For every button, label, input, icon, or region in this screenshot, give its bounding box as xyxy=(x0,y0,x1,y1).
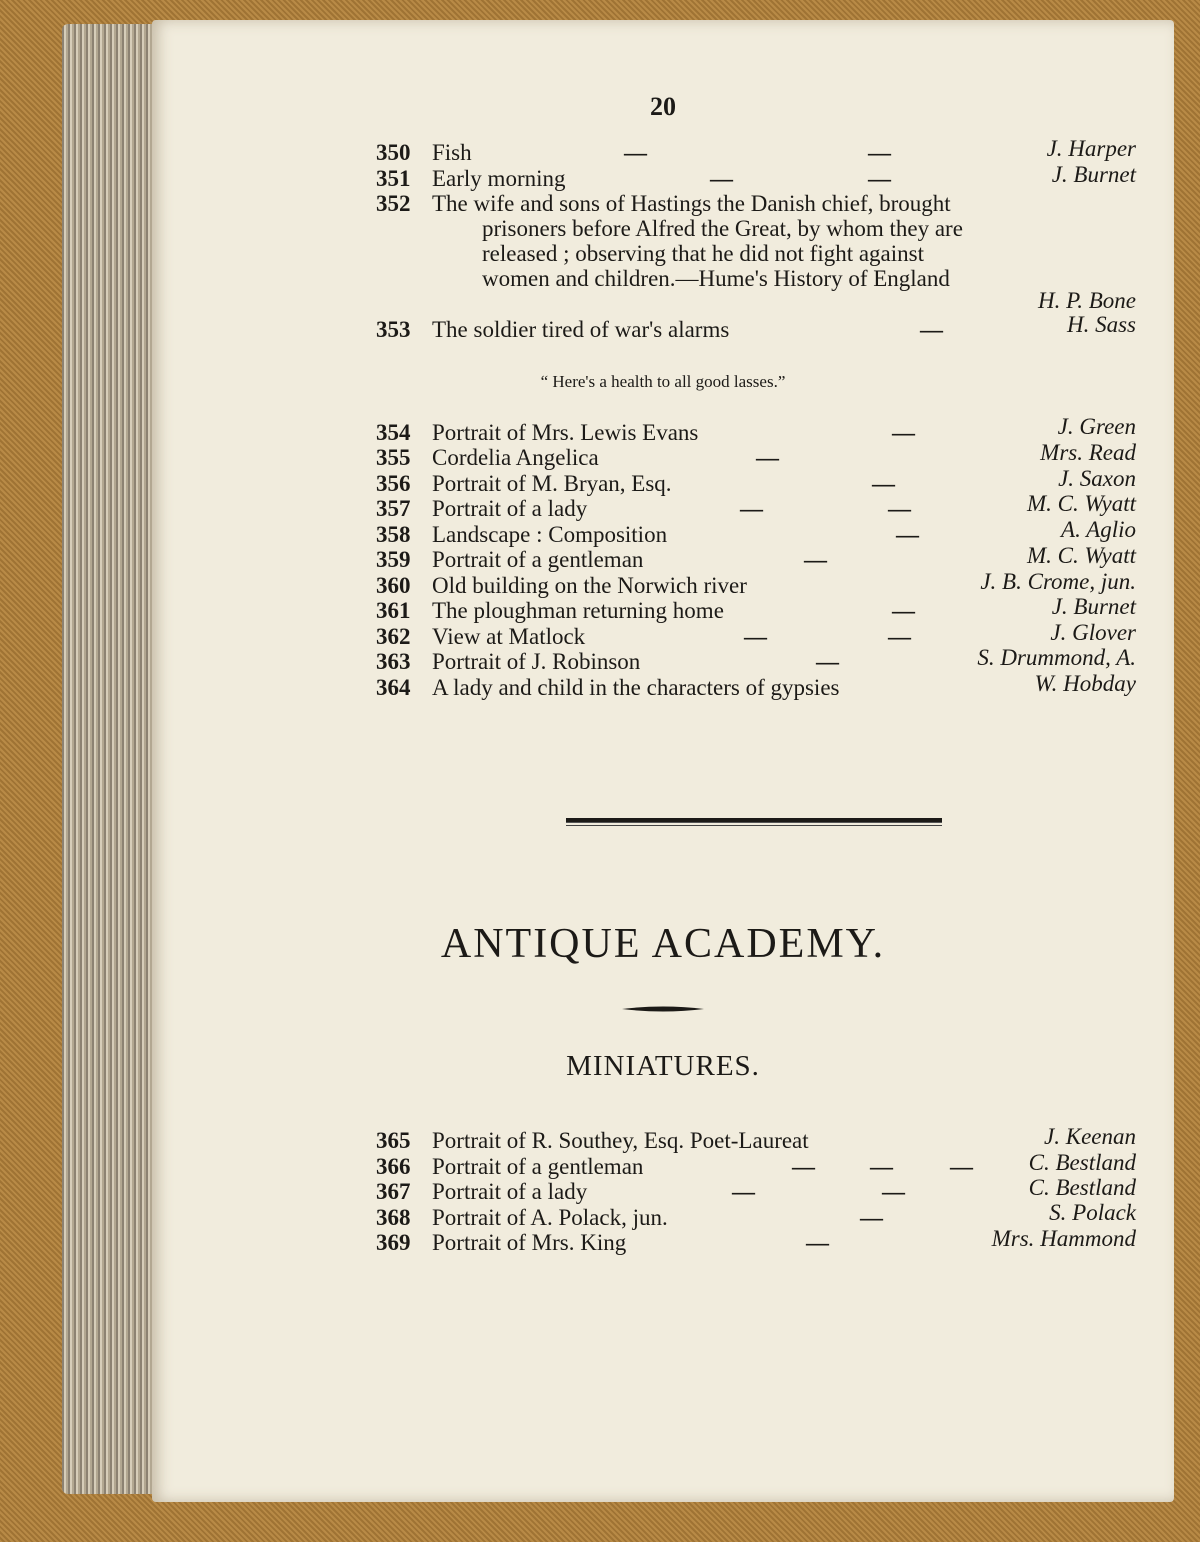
entry-dash: — xyxy=(792,1154,815,1179)
artist-368: S. Polack xyxy=(1049,1200,1136,1225)
artist-359: M. C. Wyatt xyxy=(1026,543,1136,568)
artist-357: M. C. Wyatt xyxy=(1026,491,1136,516)
entry-364 xyxy=(376,675,936,705)
entry-title: Portrait of a lady xyxy=(432,1179,588,1204)
artist-367: C. Bestland xyxy=(1028,1175,1136,1200)
entry-352-line-4: women and children.—Hume's History of England xyxy=(482,266,950,291)
entry-dash: — xyxy=(732,1179,755,1204)
catalogue-page xyxy=(152,20,1174,1502)
entry-number: 365 xyxy=(376,1128,411,1153)
artist-354: J. Green xyxy=(1057,414,1136,439)
entry-dash: — xyxy=(870,1154,893,1179)
entry-number: 361 xyxy=(376,598,411,623)
entry-dash: — xyxy=(882,1179,905,1204)
entry-number: 351 xyxy=(376,166,411,191)
entry-dash: — xyxy=(868,166,891,191)
epigraph-quote: “ Here's a health to all good lasses.” xyxy=(540,372,786,391)
entry-title: Portrait of J. Robinson xyxy=(432,649,641,674)
artist-360: J. B. Crome, jun. xyxy=(980,569,1136,594)
artist-365: J. Keenan xyxy=(1044,1124,1136,1149)
section-divider xyxy=(566,818,942,823)
entry-number: 367 xyxy=(376,1179,411,1204)
entry-number: 354 xyxy=(376,420,411,445)
artist-350: J. Harper xyxy=(1046,136,1136,161)
entry-number: 366 xyxy=(376,1154,411,1179)
entry-title: Portrait of R. Southey, Esq. Poet-Laureat xyxy=(432,1128,809,1153)
entry-number: 355 xyxy=(376,445,411,470)
artist-366: C. Bestland xyxy=(1028,1150,1136,1175)
entry-number: 356 xyxy=(376,471,411,496)
entry-dash: — xyxy=(868,140,891,165)
page-number: 20 xyxy=(650,92,676,121)
entry-title: Portrait of a gentleman xyxy=(432,547,644,572)
entry-number: 368 xyxy=(376,1205,411,1230)
entry-title: Portrait of A. Polack, jun. xyxy=(432,1205,668,1230)
artist-352: H. P. Bone xyxy=(1038,288,1136,313)
entry-dash: — xyxy=(892,420,915,445)
entry-title: Cordelia Angelica xyxy=(432,445,599,470)
artist-361: J. Burnet xyxy=(1051,594,1136,619)
section-heading: ANTIQUE ACADEMY. xyxy=(440,921,886,967)
entry-title: View at Matlock xyxy=(432,624,586,649)
entry-number: 364 xyxy=(376,675,411,700)
section-subheading: MINIATURES. xyxy=(566,1050,760,1082)
artist-363: S. Drummond, A. xyxy=(977,645,1136,670)
entry-number: 359 xyxy=(376,547,411,572)
entry-title: A lady and child in the characters of gypsies xyxy=(432,675,840,700)
artist-353: H. Sass xyxy=(1066,312,1136,337)
entry-number: 353 xyxy=(376,317,411,342)
entry-dash: — xyxy=(756,445,779,470)
artist-355: Mrs. Read xyxy=(1040,440,1136,465)
artist-356: J. Saxon xyxy=(1058,466,1136,491)
entry-dash: — xyxy=(892,598,915,623)
page-edges xyxy=(62,24,162,1494)
entry-number: 363 xyxy=(376,649,411,674)
entry-title: The soldier tired of war's alarms xyxy=(432,317,730,342)
ornament-divider xyxy=(622,1004,704,1014)
entry-352-line-2: prisoners before Alfred the Great, by whom they are xyxy=(482,216,963,241)
entry-number: 358 xyxy=(376,522,411,547)
entry-dash: — xyxy=(804,547,827,572)
entry-dash: — xyxy=(896,522,919,547)
entry-title: Portrait of Mrs. King xyxy=(432,1230,627,1255)
entry-title: The ploughman returning home xyxy=(432,598,724,623)
artist-358: A. Aglio xyxy=(1061,517,1136,542)
entry-title: Portrait of a lady xyxy=(432,496,588,521)
entry-number: 362 xyxy=(376,624,411,649)
artist-364: W. Hobday xyxy=(1034,671,1136,696)
entry-dash: — xyxy=(816,649,839,674)
entry-dash: — xyxy=(806,1230,829,1255)
entry-dash: — xyxy=(950,1154,973,1179)
artist-362: J. Glover xyxy=(1050,620,1136,645)
entry-title: Portrait of a gentleman xyxy=(432,1154,644,1179)
entry-number: 369 xyxy=(376,1230,411,1255)
entry-dash: — xyxy=(860,1205,883,1230)
entry-353 xyxy=(376,317,1136,347)
entry-number: 357 xyxy=(376,496,411,521)
entry-352-line-3: released ; observing that he did not fight against xyxy=(482,241,924,266)
entry-dash: — xyxy=(744,624,767,649)
artist-369: Mrs. Hammond xyxy=(991,1226,1136,1251)
entry-dash: — xyxy=(710,166,733,191)
entry-dash: — xyxy=(740,496,763,521)
entry-number: 352 xyxy=(376,191,411,216)
entry-number: 360 xyxy=(376,573,411,598)
entry-dash: — xyxy=(920,317,943,342)
artist-351: J. Burnet xyxy=(1051,162,1136,187)
entry-number: 350 xyxy=(376,140,411,165)
entry-title: The wife and sons of Hastings the Danish chief, brought xyxy=(432,191,951,216)
entry-dash: — xyxy=(872,471,895,496)
entry-dash: — xyxy=(888,624,911,649)
entry-title: Landscape : Composition xyxy=(432,522,668,547)
section-divider-thin xyxy=(566,825,942,826)
entry-dash: — xyxy=(624,140,647,165)
entry-title: Portrait of Mrs. Lewis Evans xyxy=(432,420,699,445)
entry-title: Fish xyxy=(432,140,472,165)
entry-dash: — xyxy=(888,496,911,521)
entry-title: Old building on the Norwich river xyxy=(432,573,747,598)
entry-title: Early morning xyxy=(432,166,566,191)
entry-title: Portrait of M. Bryan, Esq. xyxy=(432,471,672,496)
